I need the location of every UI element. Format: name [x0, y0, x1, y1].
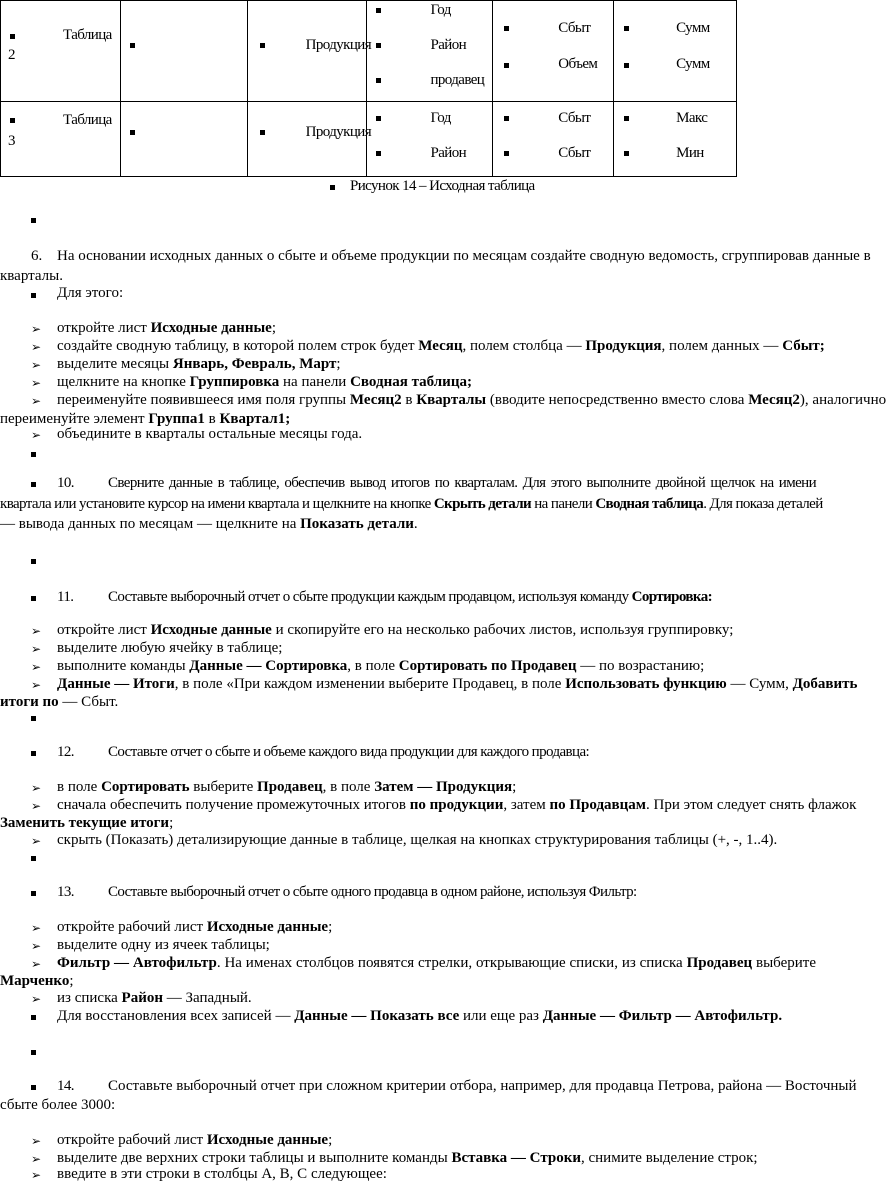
- table-row: [1, 102, 737, 177]
- product-label: Продукция: [305, 37, 372, 53]
- paragraph-text: — вывода данных по месяцам — щелкните на Показать детали.: [0, 516, 418, 532]
- arrow-bullet-icon: ➢: [31, 340, 42, 354]
- bullet-icon: [31, 856, 36, 861]
- table-cell: [247, 1, 372, 102]
- paragraph-text: кварталы.: [0, 268, 63, 284]
- arrow-bullet-icon: ➢: [31, 428, 42, 442]
- field-label: Год: [430, 110, 451, 126]
- data-field-label: Сбыт: [558, 20, 591, 36]
- table-cell: [493, 1, 614, 102]
- arrow-bullet-icon: ➢: [31, 921, 42, 935]
- list-item: щелкните на кнопке Группировка на панели Сводная таблица;: [57, 374, 472, 390]
- arrow-bullet-icon: ➢: [31, 624, 42, 638]
- bullet-icon: [624, 151, 629, 156]
- table-cell: [1, 102, 121, 177]
- arrow-bullet-icon: ➢: [31, 358, 42, 372]
- arrow-bullet-icon: ➢: [31, 678, 42, 692]
- bullet-icon: [260, 130, 265, 135]
- paragraph-text: квартала или установите курсор на имени квартала и щелкните на кнопке Скрыть детали на панели Сводная таблица. Для показа деталей: [0, 496, 823, 512]
- item-number: 6.: [31, 248, 43, 264]
- table-cell: [247, 102, 372, 177]
- list-item: выделите месяцы Январь, Февраль, Март;: [57, 356, 341, 372]
- bullet-icon: [31, 1050, 36, 1055]
- table-cell: [120, 102, 247, 177]
- table-cell: [1, 1, 121, 102]
- item-number: 14.: [57, 1078, 74, 1094]
- paragraph-text: Составьте выборочный отчет о сбыте продукции каждым продавцом, используя команду Сортировка:: [108, 589, 712, 605]
- list-item: объедините в кварталы остальные месяцы года.: [57, 426, 363, 442]
- function-label: Макс: [676, 110, 708, 126]
- function-label: Мин: [676, 145, 704, 161]
- list-item: выделите две верхних строки таблицы и выполните команды Вставка — Строки, снимите выделение строк;: [57, 1150, 758, 1166]
- list-item: выделите любую ячейку в таблице;: [57, 640, 283, 656]
- list-item: Для восстановления всех записей — Данные — Показать все или еще раз Данные — Фильтр — Автофильтр.: [57, 1008, 783, 1024]
- item-number: 12.: [57, 744, 74, 760]
- list-item: откройте лист Исходные данные и скопируйте его на несколько рабочих листов, используя группировку;: [57, 622, 734, 638]
- arrow-bullet-icon: ➢: [31, 799, 42, 813]
- bullet-icon: [31, 452, 36, 457]
- list-item: скрыть (Показать) детализирующие данные в таблице, щелкая на кнопках структурирования таблицы (+, -, 1..4).: [57, 832, 778, 848]
- function-label: Сумм: [676, 56, 710, 72]
- list-item: сначала обеспечить получение промежуточных итогов по продукции, затем по Продавцам. При этом следует снять флажок: [57, 797, 857, 813]
- data-field-label: Сбыт: [558, 110, 591, 126]
- bullet-icon: [31, 716, 36, 721]
- item-number: 10.: [57, 475, 74, 491]
- table-name-label: Таблица: [63, 27, 112, 43]
- product-label: Продукция: [305, 124, 372, 140]
- list-item-continuation: Марченко;: [0, 973, 74, 989]
- bullet-icon: [10, 34, 15, 39]
- bullet-icon: [376, 78, 381, 83]
- bullet-icon: [31, 1085, 36, 1090]
- bullet-icon: [504, 63, 509, 68]
- bullet-icon: [504, 26, 509, 31]
- list-item: откройте лист Исходные данные;: [57, 320, 277, 336]
- list-item: введите в эти строки в столбцы A, B, C следующее:: [57, 1166, 387, 1182]
- bullet-icon: [376, 151, 381, 156]
- table-cell: [493, 102, 614, 177]
- bullet-icon: [624, 26, 629, 31]
- bullet-icon: [624, 116, 629, 121]
- list-item: откройте рабочий лист Исходные данные;: [57, 1132, 333, 1148]
- table-cell: [367, 1, 493, 102]
- item-number: 13.: [57, 884, 74, 900]
- list-item: из списка Район — Западный.: [57, 990, 252, 1006]
- bullet-icon: [376, 43, 381, 48]
- bullet-icon: [624, 63, 629, 68]
- function-label: Сумм: [676, 20, 710, 36]
- list-item: Данные — Итоги, в поле «При каждом изменении выберите Продавец, в поле Использовать функцию — Сумм, Добавить: [57, 676, 858, 692]
- bullet-icon: [31, 596, 36, 601]
- figure-caption: Рисунок 14 – Исходная таблица: [350, 178, 535, 194]
- table-name-number: 2: [8, 47, 15, 63]
- field-label: Район: [430, 145, 467, 161]
- list-item: выполните команды Данные — Сортировка, в поле Сортировать по Продавец — по возрастанию;: [57, 658, 705, 674]
- list-item: Фильтр — Автофильтр. На именах столбцов появятся стрелки, открывающие списки, из списка Продавец выберите: [57, 955, 817, 971]
- bullet-icon: [31, 293, 36, 298]
- list-item: откройте рабочий лист Исходные данные;: [57, 919, 333, 935]
- bullet-icon: [330, 185, 335, 190]
- paragraph-text: Составьте отчет о сбыте и объеме каждого вида продукции для каждого продавца:: [108, 744, 590, 760]
- bullet-icon: [130, 130, 135, 135]
- bullet-icon: [31, 482, 36, 487]
- bullet-icon: [31, 891, 36, 896]
- table-name-number: 3: [8, 133, 15, 149]
- arrow-bullet-icon: ➢: [31, 322, 42, 336]
- bullet-icon: [31, 218, 36, 223]
- paragraph-text: Составьте выборочный отчет при сложном критерии отбора, например, для продавца Петрова, района — Восточный: [108, 1078, 857, 1094]
- table-cell: [614, 1, 737, 102]
- bullet-icon: [504, 151, 509, 156]
- paragraph-lead: Для этого:: [57, 285, 124, 301]
- paragraph-text: Сверните данные в таблице, обеспечив вывод итогов по кварталам. Для этого выполните двойной щелчок на имени: [108, 475, 816, 491]
- bullet-icon: [130, 43, 135, 48]
- paragraph-text: Составьте выборочный отчет о сбыте одного продавца в одном районе, используя Фильтр:: [108, 884, 637, 900]
- table-name-label: Таблица: [63, 112, 112, 128]
- arrow-bullet-icon: ➢: [31, 834, 42, 848]
- arrow-bullet-icon: ➢: [31, 1168, 42, 1182]
- arrow-bullet-icon: ➢: [31, 781, 42, 795]
- arrow-bullet-icon: ➢: [31, 992, 42, 1006]
- bullet-icon: [376, 8, 381, 13]
- bullet-icon: [10, 118, 15, 123]
- list-item-continuation: итоги по — Сбыт.: [0, 694, 119, 710]
- arrow-bullet-icon: ➢: [31, 1134, 42, 1148]
- arrow-bullet-icon: ➢: [31, 376, 42, 390]
- table-cell: [614, 102, 737, 177]
- field-label: Год: [430, 2, 451, 18]
- arrow-bullet-icon: ➢: [31, 939, 42, 953]
- list-item: создайте сводную таблицу, в которой полем строк будет Месяц, полем столбца — Продукция, полем данных — Сбыт;: [57, 338, 825, 354]
- arrow-bullet-icon: ➢: [31, 394, 42, 408]
- item-number: 11.: [57, 589, 74, 605]
- source-table: [0, 0, 737, 177]
- bullet-icon: [31, 559, 36, 564]
- field-label: продавец: [430, 72, 485, 88]
- data-field-label: Объем: [558, 56, 598, 72]
- list-item: в поле Сортировать выберите Продавец, в поле Затем — Продукция;: [57, 779, 517, 795]
- bullet-icon: [376, 116, 381, 121]
- bullet-icon: [31, 751, 36, 756]
- arrow-bullet-icon: ➢: [31, 642, 42, 656]
- bullet-icon: [31, 1015, 36, 1020]
- arrow-bullet-icon: ➢: [31, 660, 42, 674]
- list-item-continuation: Заменить текущие итоги;: [0, 815, 174, 831]
- data-field-label: Сбыт: [558, 145, 591, 161]
- list-item: выделите одну из ячеек таблицы;: [57, 937, 270, 953]
- list-item: переименуйте появившееся имя поля группы Месяц2 в Кварталы (вводите непосредственно вместо слова Месяц2), аналогично: [57, 392, 886, 408]
- table-cell: [120, 1, 247, 102]
- field-label: Район: [430, 37, 467, 53]
- bullet-icon: [504, 116, 509, 121]
- table-cell: [367, 102, 493, 177]
- paragraph-text: сбыте более 3000:: [0, 1097, 116, 1113]
- arrow-bullet-icon: ➢: [31, 957, 42, 971]
- paragraph-text: На основании исходных данных о сбыте и объеме продукции по месяцам создайте сводную ведомость, сгруппировав данные в: [57, 248, 871, 264]
- list-item-continuation: переименуйте элемент Группа1 в Квартал1;: [0, 411, 291, 427]
- bullet-icon: [260, 43, 265, 48]
- table-row: [1, 1, 737, 102]
- arrow-bullet-icon: ➢: [31, 1152, 42, 1166]
